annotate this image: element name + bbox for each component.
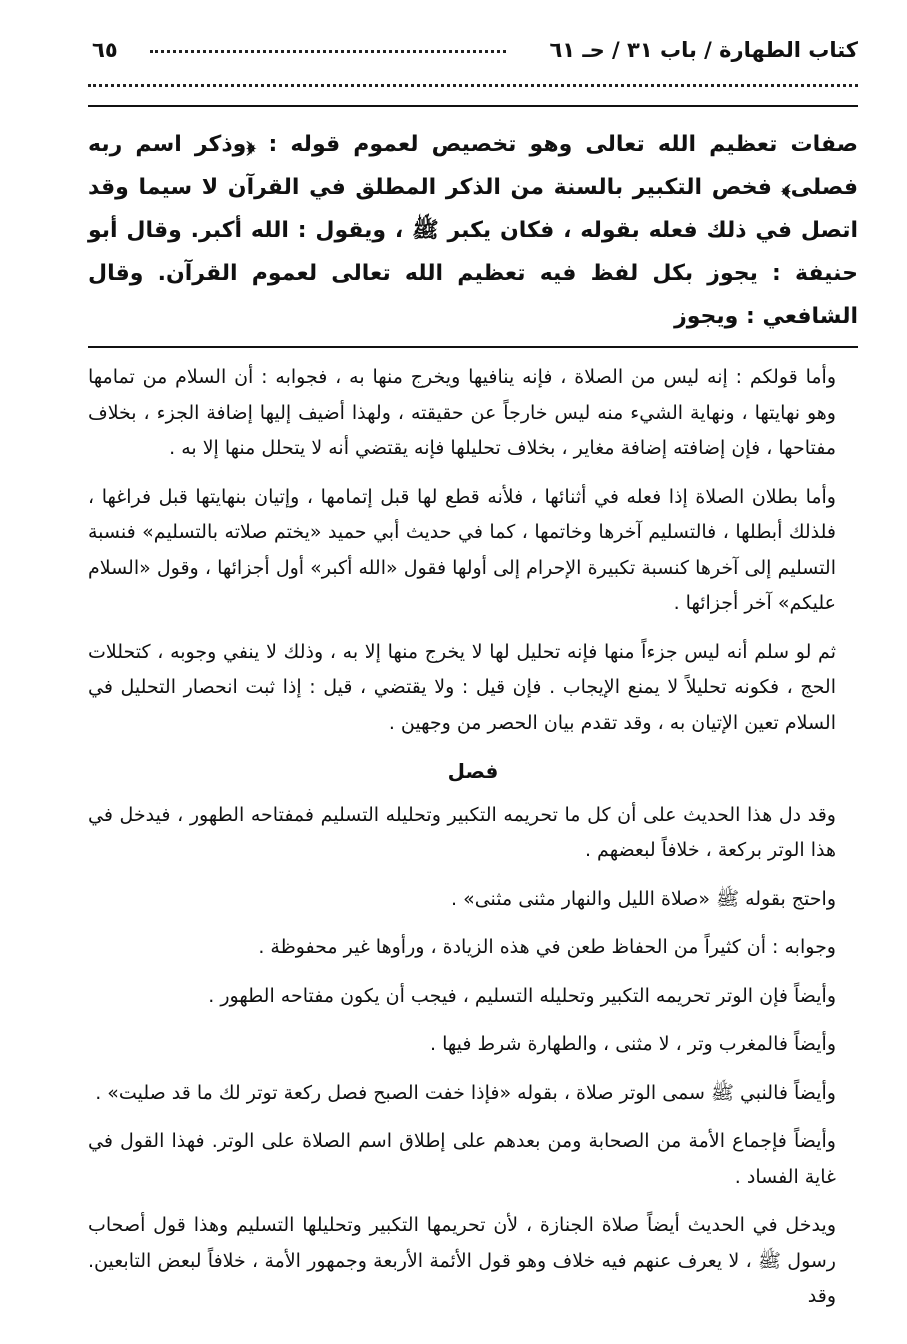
paragraph: ثم لو سلم أنه ليس جزءاً منها فإنه تحليل لها لا يخرج منها إلا به ، وذلك لا ينفي وجوبه ، كتحللات الحج ، فكونه تحليلاً لا يمنع الإيجاب . فإن قيل : ولا يقتضي ، قيل : إذا ثبت انحصار التحليل في السلام تعين الإتيان به ، وقد تقدم بيان الحصر من وجهين . bbox=[88, 640, 836, 734]
section-heading: فصل bbox=[447, 759, 499, 783]
paragraph: وأيضاً فإن الوتر تحريمه التكبير وتحليله التسليم ، فيجب أن يكون مفتاحه الطهور . bbox=[208, 984, 836, 1007]
middle-rule bbox=[88, 346, 858, 348]
header-title: كتاب الطهارة / باب ٣١ / حـ ٦١ bbox=[549, 38, 858, 62]
paragraph: واحتج بقوله ﷺ «صلاة الليل والنهار مثنى مثنى» . bbox=[450, 887, 836, 910]
running-header bbox=[88, 30, 858, 70]
paragraph: وأما بطلان الصلاة إذا فعله في أثنائها ، فلأنه قطع لها قبل إتمامها ، وإتيان بنهايتها قبل فراغها ، فلذلك أبطلها ، فالتسليم آخرها وخاتمها ، كما في حديث أبي حميد «يختم صلاته بالتسليم» فنسبة التسليم إلى آخرها كنسبة تكبيرة الإحرام إلى أولها فقول «الله أكبر» أول أجزائها ، وقول «السلام عليكم» آخر أجزائها . bbox=[88, 485, 836, 614]
header-dotted-leader bbox=[150, 50, 506, 53]
paragraph: وقد دل هذا الحديث على أن كل ما تحريمه التكبير وتحليله التسليم فمفتاحه الطهور ، فيدخل في هذا الوتر بركعة ، خلافاً لبعضهم . bbox=[88, 803, 836, 861]
upper-text-block bbox=[88, 123, 858, 338]
page-number: ٦٥ bbox=[92, 38, 118, 62]
paragraph: وأما قولكم : إنه ليس من الصلاة ، فإنه ينافيها ويخرج منها به ، فجوابه : أن السلام من تمامها وهو نهايتها ، ونهاية الشيء منه ليس خارجاً عن حقيقته ، ولهذا أضيف إليها إضافة الجزء ، بخلاف مفتاحها ، فإن إضافته إضافة مغاير ، بخلاف تحليلها فإنه يقتضي أنه لا يتحلل منها إلا به . bbox=[88, 366, 836, 459]
paragraph: وأيضاً فالمغرب وتر ، لا مثنى ، والطهارة شرط فيها . bbox=[430, 1033, 836, 1055]
paragraph: ويدخل في الحديث أيضاً صلاة الجنازة ، لأن تحريمها التكبير وتحليلها التسليم وهذا قول أصحاب رسول ﷺ ، لا يعرف عنهم فيه خلاف وهو قول الأئمة الأربعة وجمهور الأمة ، خلافاً لبعض التابعين. وقد bbox=[88, 1214, 836, 1307]
dotted-separator bbox=[88, 84, 858, 87]
main-text-block bbox=[88, 360, 858, 1315]
top-rule bbox=[88, 105, 858, 107]
paragraph: وأيضاً فالنبي ﷺ سمى الوتر صلاة ، بقوله «فإذا خفت الصبح فصل ركعة توتر لك ما قد صليت» . bbox=[95, 1081, 836, 1104]
paragraph: وأيضاً فإجماع الأمة من الصحابة ومن بعدهم على إطلاق اسم الصلاة على الوتر. فهذا القول في غاية الفساد . bbox=[88, 1130, 836, 1188]
book-page bbox=[88, 30, 858, 1328]
paragraph: وجوابه : أن كثيراً من الحفاظ طعن في هذه الزيادة ، ورأوها غير محفوظة . bbox=[258, 936, 836, 958]
upper-paragraph: صفات تعظيم الله تعالى وهو تخصيص لعموم قوله : ﴿وذكر اسم ربه فصلى﴾ فخص التكبير بالسنة من الذكر المطلق في القرآن لا سيما وقد اتصل في ذلك فعله بقوله ، فكان يكبر ﷺ ، ويقول : الله أكبر. وقال أبو حنيفة : يجوز بكل لفظ فيه تعظيم الله تعالى لعموم القرآن. وقال الشافعي : ويجوز bbox=[88, 132, 858, 329]
